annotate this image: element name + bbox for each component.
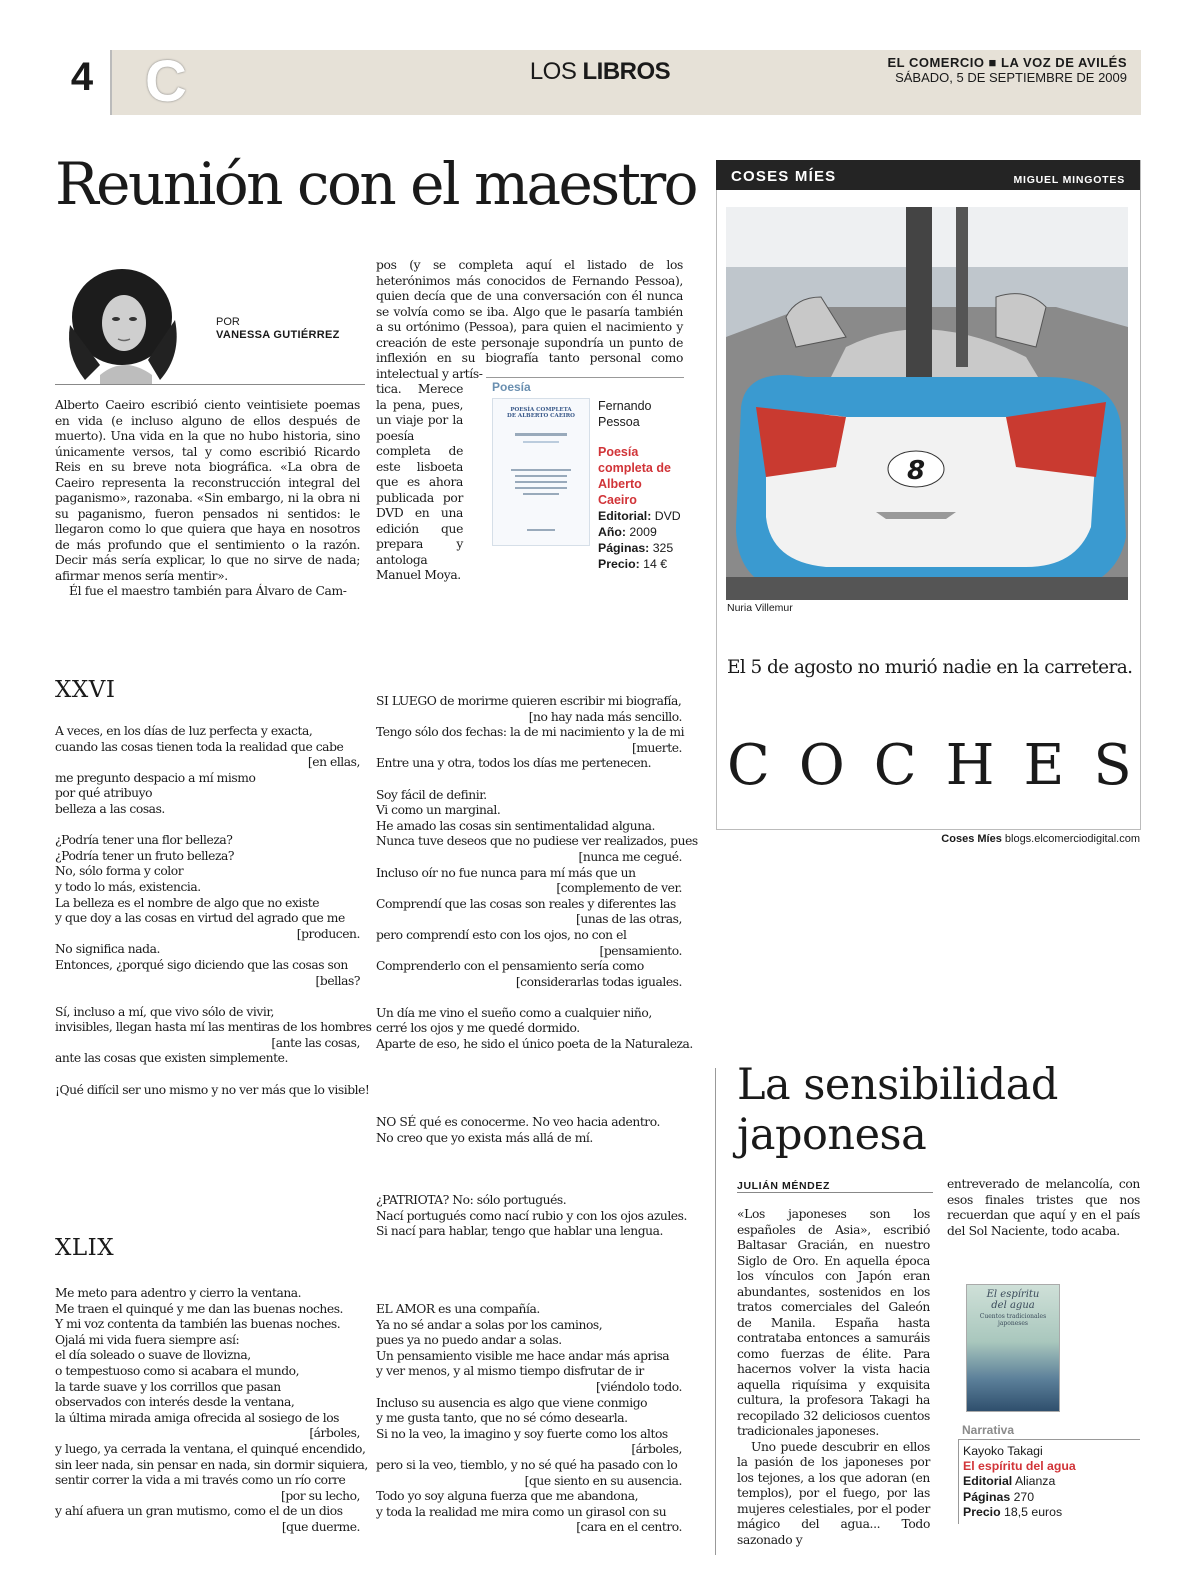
- byline-prefix: POR: [216, 316, 240, 328]
- book-details: [963, 1474, 1062, 1521]
- main-headline: Reunión con el maestro: [55, 150, 697, 218]
- book-cover: [966, 1284, 1060, 1412]
- poem-line: Entre una y otra, todos los días me pertenecen.: [376, 756, 652, 771]
- article-body-col1: [55, 398, 360, 600]
- poem: [55, 1286, 368, 1536]
- poem-line: me pregunto despacio a mí mismo: [55, 770, 256, 785]
- poem-line: y todo lo más, existencia.: [55, 879, 201, 894]
- poem-line: Sí, incluso a mí, que vivo sólo de vivir,: [55, 1004, 274, 1019]
- poem-line: A veces, en los días de luz perfecta y exacta,: [55, 724, 313, 738]
- poem-line: ¿Podría tener una flor belleza?: [55, 833, 233, 848]
- book-title: El espíritu del agua: [963, 1459, 1076, 1473]
- label: Editorial:: [598, 509, 652, 523]
- poem-line: Soy fácil de definir.: [376, 787, 487, 802]
- poem: [376, 694, 698, 1053]
- divider: [737, 1192, 933, 1193]
- book-category: Narrativa: [962, 1423, 1015, 1437]
- poem-line: Un pensamiento visible me hace andar más aprisa: [376, 1348, 670, 1363]
- poem-line: Todo yo soy alguna fuerza que me abandona,: [376, 1489, 639, 1504]
- poem: [55, 724, 372, 1098]
- poem-line: [producen.: [296, 926, 360, 941]
- book-cover-title: DE ALBERTO CAEIRO: [507, 413, 575, 419]
- book-cover: [492, 398, 590, 546]
- paragraph: tica. Merece la pena, pues, un viaje por la poesía completa de este lisboeta que es ahora publicada por DVD en una edición que prepara y antologa Manuel Moya.: [376, 382, 463, 582]
- paragraph: «Los japoneses son los españoles de Asia», escribió Baltasar Gracián, en nuestro Siglo de Oro. En aquella época los vínculos con Japón eran abundantes, sostenidos en los tratos comerciales del Galeón de Manila. España hasta contrataba entonces a samuráis como fuerzas de élite. Para hacernos volver la vista hacia aquella riquísima y exquisita cultura, la profesora Takagi ha recopilado 32 deliciosos cuentos tradicionales japoneses.: [737, 1207, 930, 1438]
- article-body-col1: [737, 1207, 930, 1548]
- poem-line: He amado las cosas sin sentimentalidad alguna.: [376, 818, 656, 833]
- divider: [958, 1439, 1140, 1440]
- poem-line: [no hay nada más sencillo.: [528, 709, 682, 724]
- section-title: [440, 58, 760, 86]
- book-price: 14 €: [643, 557, 668, 571]
- poem-line: Incluso su ausencia es algo que viene conmigo: [376, 1395, 648, 1410]
- poem-line: pero si la veo, tiemblo, y no sé qué ha pasado con lo: [376, 1457, 678, 1472]
- poem-line: por qué atribuyo: [55, 786, 153, 801]
- book-details: [598, 508, 684, 572]
- poem-line: Comprendí que las cosas son reales y diferentes las: [376, 896, 676, 911]
- poem-line: Ojalá mi vida fuera siempre así:: [55, 1332, 240, 1347]
- poem-line: pero comprendí esto con los ojos, no con el: [376, 927, 627, 942]
- poem-line: SI LUEGO de morirme quieren escribir mi biografía,: [376, 694, 682, 708]
- poem-line: invisibles, llegan hasta mí las mentiras de los hombres: [55, 1020, 372, 1035]
- poem-line: [árboles,: [309, 1426, 360, 1441]
- poem-line: [por su lecho,: [280, 1488, 360, 1503]
- book-cover-subtitle: Cuentos tradicionales japoneses: [979, 1313, 1047, 1327]
- poem-line: y ahí afuera un gran mutismo, como el de un dios: [55, 1504, 343, 1519]
- poem-line: Incluso oír no fue nunca para mí más que un: [376, 865, 636, 880]
- poem-line: la última mirada amiga ofrecida al sosiego de los: [55, 1410, 340, 1425]
- poem-line: cerré los ojos y me quedé dormido.: [376, 1021, 580, 1036]
- label: Páginas: [963, 1489, 1011, 1504]
- paragraph: Alberto Caeiro escribió ciento veintisiete poemas en vida (e incluso alguno de ellos después de muerto). Una vida en la que no hubo historia, sino únicamente versos, tal y como escribió Ricardo Reis en su breve nota biográfica. «La obra de Caeiro representa la reconstrucción integral del paganismo», razonaba. «Sin embargo, ni la obra ni su paganismo, fueron pensados ni sentidos: le llegaron como lo que quiera que haya en nosotros de más profundo que el sentimiento o la razón. Decir más sería explicar, lo que no sirve de nada; afirmar menos sería mentir».: [55, 398, 360, 583]
- article-body-col2: [947, 1177, 1140, 1239]
- book-cover-title: El espíritu: [986, 1289, 1040, 1300]
- book-author: Kayoko Takagi: [963, 1444, 1043, 1458]
- poem-line: No creo que yo exista más allá de mí.: [376, 1130, 593, 1145]
- poem-line: EL AMOR es una compañía.: [376, 1302, 540, 1316]
- article-author: JULIÁN MÉNDEZ: [737, 1180, 830, 1192]
- book-author: Fernando Pessoa: [598, 399, 652, 429]
- photo-credit: Nuria Villemur: [727, 602, 793, 614]
- poem-line: Si nací para hablar, tengo que hablar una lengua.: [376, 1224, 663, 1239]
- poem-line: [ante las cosas,: [271, 1035, 360, 1050]
- poem-line: Tengo sólo dos fechas: la de mi nacimiento y la de mi: [376, 725, 685, 740]
- label: Precio:: [598, 557, 640, 571]
- bumper-car-photo: [726, 207, 1128, 600]
- footer-url: blogs.elcomerciodigital.com: [1001, 833, 1140, 845]
- poem-line: la tarde suave y los corrillos que pasan: [55, 1379, 281, 1394]
- author-photo: [60, 265, 185, 385]
- book-cover-lines: [493, 419, 589, 539]
- poem-line: La belleza es el nombre de algo que no existe: [55, 895, 320, 910]
- poem-line: ante las cosas que existen simplemente.: [55, 1051, 288, 1066]
- label: Precio: [963, 1505, 1001, 1519]
- divider: [958, 1439, 959, 1524]
- divider: [486, 377, 684, 378]
- poem-line: Vi como un marginal.: [376, 803, 501, 818]
- poem-line: No, sólo forma y color: [55, 864, 184, 879]
- poem-line: y que doy a las cosas en virtud del agrado que me: [55, 911, 345, 926]
- poem-line: [considerarlas todas iguales.: [515, 974, 682, 989]
- poem-line: y toda la realidad me mira como un girasol con su: [376, 1504, 667, 1519]
- poem-line: [cara en el centro.: [576, 1520, 682, 1535]
- section-title-bold: LIBROS: [582, 58, 671, 85]
- paragraph: Él fue el maestro también para Álvaro de Cam-: [69, 584, 347, 598]
- car-number: 8: [906, 456, 926, 486]
- poem-line: cuando las cosas tienen toda la realidad que cabe: [55, 739, 344, 754]
- poem-line: [55, 1067, 360, 1083]
- poem: [376, 1193, 687, 1240]
- poem-line: Nunca tuve deseos que no pudiese ver realizados, pues: [376, 834, 698, 849]
- poem-line: sentir correr la vida a mi través como un río corre: [55, 1473, 346, 1488]
- poem-line: observados con interés desde la ventana,: [55, 1395, 295, 1410]
- article-body-col2-narrow: [376, 382, 463, 584]
- paragraph: pos (y se completa aquí el listado de los heterónimos más conocidos de Fernando Pessoa), quien decía que de una conversación con él nunca se volvía como se iba. Algo que le pasaría también a su ortónimo (Pessoa), para quien el nacimiento y creación de este personaje supondría un punto de inflexión en su biografía tanto personal como intelectual y artís-: [376, 258, 683, 381]
- paragraph: Uno puede descubrir en ellos la pasión de los japoneses por los tejones, a los que adoran (en templos), por el fuego, por las mujeres celestiales, por el poder mágico del agua... Todo sazonado y: [737, 1439, 930, 1547]
- book-title: Poesía completa de Alberto Caeiro: [598, 445, 671, 507]
- poem-line: o tempestuoso como si acabara el mundo,: [55, 1363, 300, 1378]
- page-number: 4: [54, 50, 112, 115]
- article-headline: La sensibilidad japonesa: [737, 1060, 1058, 1160]
- newspaper-name: EL COMERCIO ■ LA VOZ DE AVILÉS: [887, 55, 1127, 70]
- label: Editorial: [963, 1474, 1013, 1488]
- poem-line: Entonces, ¿porqué sigo diciendo que las cosas son: [55, 957, 348, 972]
- poem-line: Me meto para adentro y cierro la ventana.: [55, 1286, 302, 1300]
- poem-line: [en ellas,: [307, 755, 360, 770]
- book-cover-title: POESÍA COMPLETA: [510, 407, 572, 413]
- divider: [55, 384, 365, 385]
- poem-heading: XXVI: [55, 677, 116, 703]
- poem-heading: XLIX: [55, 1235, 115, 1261]
- book-price: 18,5 euros: [1004, 1505, 1063, 1519]
- label: Año:: [598, 525, 626, 539]
- poem-line: y ver menos, y al mismo tiempo disfrutar de ir: [376, 1364, 644, 1379]
- article-body-col2: [376, 258, 683, 382]
- book-pages: 325: [652, 541, 674, 555]
- column-caption: El 5 de agosto no murió nadie en la carretera.: [727, 657, 1133, 678]
- poem-line: Si no la veo, la imagino y soy fuerte como los altos: [376, 1426, 668, 1441]
- column-big-word: COCHES: [727, 733, 1161, 798]
- poem-line: ¿Podría tener un fruto belleza?: [55, 848, 234, 863]
- poem-line: [complemento de ver.: [556, 881, 682, 896]
- poem-line: No significa nada.: [55, 942, 160, 957]
- poem-line: y luego, ya cerrada la ventana, el quinqué encendido,: [55, 1441, 366, 1456]
- poem-line: ¿PATRIOTA? No: sólo portugués.: [376, 1193, 567, 1207]
- poem-line: [nunca me cegué.: [578, 849, 682, 864]
- issue-date: SÁBADO, 5 DE SEPTIEMBRE DE 2009: [895, 70, 1127, 85]
- footer-bold: Coses Míes: [941, 833, 1002, 845]
- poem: [376, 1115, 682, 1146]
- poem-line: Nací portugués como nací rubio y con los ojos azules.: [376, 1208, 687, 1223]
- divider: [715, 1068, 716, 1555]
- poem-line: sin leer nada, sin pensar en nada, sin dormir siquiera,: [55, 1457, 368, 1472]
- poem-line: [viéndolo todo.: [596, 1379, 682, 1394]
- poem-line: [que duerme.: [281, 1519, 360, 1534]
- poem-line: el día soleado o suave de llovizna,: [55, 1348, 251, 1363]
- book-editorial: DVD: [654, 509, 681, 523]
- poem-line: [pensamiento.: [599, 943, 682, 958]
- section-title-light: LOS: [529, 58, 583, 85]
- poem-line: Me traen el quinqué y me dan las buenas noches.: [55, 1301, 344, 1316]
- poem-line: Aparte de eso, he sido el único poeta de la Naturaleza.: [376, 1037, 693, 1052]
- poem-line: [376, 772, 682, 788]
- poem-line: NO SÉ qué es conocerme. No veo hacia adentro.: [376, 1115, 660, 1129]
- poem: [376, 1302, 682, 1536]
- column-author: MIGUEL MINGOTES: [1013, 174, 1125, 186]
- book-pages: 270: [1013, 1489, 1035, 1504]
- poem-line: [muerte.: [631, 740, 682, 755]
- label: Páginas:: [598, 541, 650, 555]
- byline-author: VANESSA GUTIÉRREZ: [216, 329, 340, 341]
- poem-line: [376, 990, 682, 1006]
- poem-line: [bellas?: [315, 973, 360, 988]
- poem-line: Ya no sé andar a solas por los caminos,: [376, 1317, 603, 1332]
- book-year: 2009: [629, 525, 657, 539]
- paragraph: entreverado de melancolía, con esos finales tristes que nos recuerdan que aquí y en el país del Sol Naciente, todo acaba.: [947, 1177, 1140, 1238]
- poem-line: [que siento en su ausencia.: [524, 1473, 682, 1488]
- column-footer: [760, 833, 1140, 845]
- poem-line: Comprenderlo con el pensamiento sería como: [376, 959, 644, 974]
- poem-line: [55, 989, 360, 1005]
- poem-line: Un día me vino el sueño como a cualquier niño,: [376, 1005, 652, 1020]
- poem-line: belleza a las cosas.: [55, 801, 165, 816]
- book-category: Poesía: [492, 380, 531, 394]
- poem-line: pues ya no puedo andar a solas.: [376, 1333, 562, 1348]
- poem-line: [unas de las otras,: [576, 912, 682, 927]
- column-title: COSES MÍES: [731, 168, 837, 185]
- section-logo: C: [145, 49, 187, 114]
- poem-line: ¡Qué difícil ser uno mismo y no ver más que lo visible!: [55, 1082, 370, 1097]
- poem-line: [árboles,: [631, 1442, 682, 1457]
- book-editorial: Alianza: [1014, 1474, 1056, 1488]
- poem-line: [55, 818, 360, 834]
- book-cover-title: del agua: [991, 1300, 1035, 1311]
- poem-line: y me gusta tanto, que no sé cómo desearla.: [376, 1411, 628, 1426]
- poem-line: Y mi voz contenta da también las buenas noches.: [55, 1317, 341, 1332]
